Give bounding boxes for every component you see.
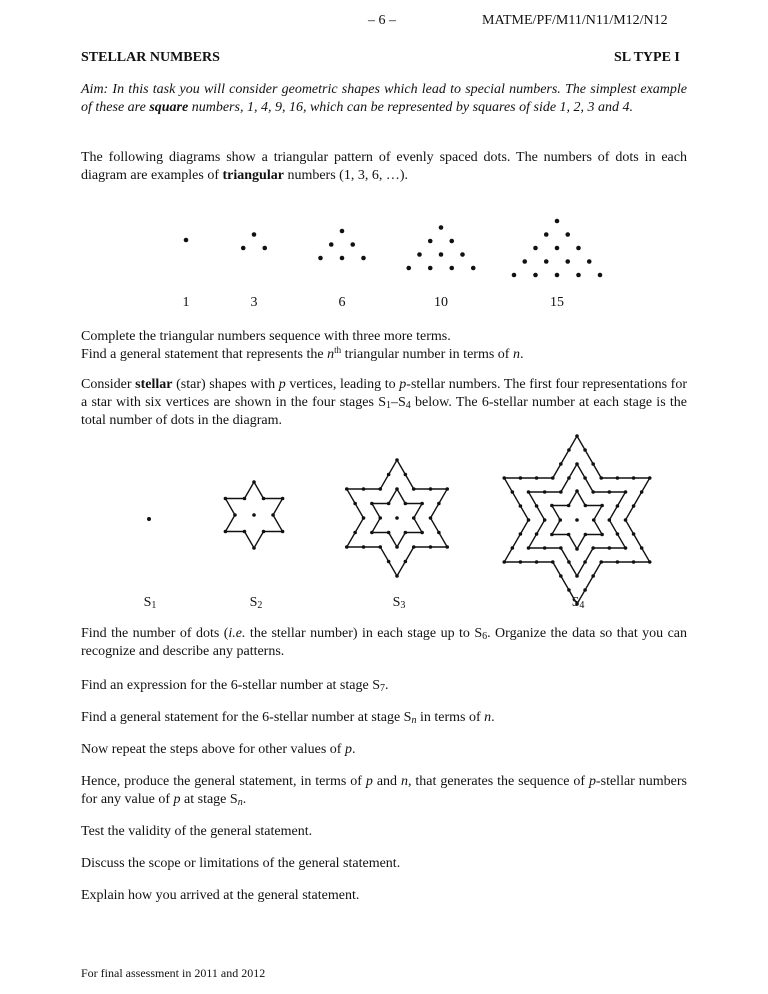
triangle-dot (350, 242, 355, 247)
triangle-dot (544, 232, 549, 237)
star-dot (362, 516, 366, 520)
star-dot (404, 531, 408, 535)
star-dot (362, 545, 366, 549)
star-dot (551, 476, 555, 480)
star-dot (404, 473, 408, 477)
star-dot (559, 574, 563, 578)
star-dot (599, 560, 603, 564)
star-dot (420, 531, 424, 535)
triangle-dot (340, 256, 345, 261)
star-dot (592, 518, 596, 522)
star-dot (395, 458, 399, 462)
star-dot (527, 546, 531, 550)
star-dot (445, 545, 449, 549)
star-dot (567, 504, 571, 508)
triangle-dot (241, 246, 246, 251)
triangle-dot (428, 239, 433, 244)
triangle-dot (428, 266, 433, 271)
star-dot (519, 532, 523, 536)
star-dot (575, 489, 579, 493)
star-dot (550, 504, 554, 508)
star-dot (616, 560, 620, 564)
triangle-dot (555, 273, 560, 278)
star-dot (353, 531, 357, 535)
aim-paragraph: Aim: In this task you will consider geometric shapes which lead to special numbers. The simplest example of these are square numbers, 1, 4, 9, 16, which can be represented by squares of side 1, 2, 3 and 4. (81, 82, 687, 115)
star-dot (543, 546, 547, 550)
star-dot (262, 497, 266, 501)
star-dot (281, 530, 285, 534)
triangle-dot (449, 239, 454, 244)
star-dot (550, 533, 554, 537)
star-dot (567, 476, 571, 480)
triangle-dot (449, 266, 454, 271)
star-dot (624, 546, 628, 550)
star-dot (519, 560, 523, 564)
task-explain: Explain how you arrived at the general statement. (81, 888, 360, 903)
star-dot (567, 533, 571, 537)
star-dot (387, 473, 391, 477)
star-dot (271, 513, 275, 517)
triangle-dot (522, 259, 527, 264)
star-dot (429, 516, 433, 520)
star-dot (527, 490, 531, 494)
task-general-6-stellar: Find a general statement for the 6-stellar number at stage $S_n$ in terms of n. (81, 710, 495, 726)
triangle-dot (460, 252, 465, 257)
star-dot (535, 532, 539, 536)
task-triangular: Complete the triangular numbers sequence with three more terms. Find a general statement that represents the $n^{th}$ triangular number in terms of n. (81, 329, 524, 362)
star-dot (535, 504, 539, 508)
star-dot (624, 518, 628, 522)
star-dot (583, 560, 587, 564)
triangle-dot (184, 238, 189, 243)
triangle-dot (576, 246, 581, 251)
star-dot (567, 560, 571, 564)
stage-label: $S_4$ (571, 595, 585, 611)
star-dot (583, 588, 587, 592)
star-dot (600, 533, 604, 537)
star-dot (559, 462, 563, 466)
star-dot (243, 497, 247, 501)
triangle-dot (598, 273, 603, 278)
star-dot (252, 513, 256, 517)
star-dot (252, 480, 256, 484)
triangle-label: 1 (182, 295, 190, 310)
star-dot (353, 502, 357, 506)
triangle-dot (555, 246, 560, 251)
star-dot (591, 546, 595, 550)
star-dot (429, 545, 433, 549)
stage-label: $S_1$ (143, 595, 157, 611)
star-dot (599, 476, 603, 480)
triangle-dot (252, 232, 257, 237)
star-dot (387, 502, 391, 506)
triangle-dot (318, 256, 323, 261)
star-dot (262, 530, 266, 534)
triangle-dot (576, 273, 581, 278)
star-dot (608, 518, 612, 522)
triangle-dot (329, 242, 334, 247)
star-dot (147, 517, 151, 521)
star-dot (519, 476, 523, 480)
triangle-dot (439, 225, 444, 230)
triangle-dot (406, 266, 411, 271)
star-dot (632, 504, 636, 508)
star-dot (233, 513, 237, 517)
star-dot (395, 516, 399, 520)
star-dot (624, 490, 628, 494)
star-dot (575, 462, 579, 466)
star-dot (640, 490, 644, 494)
triangle-dot (587, 259, 592, 264)
star-dot (535, 476, 539, 480)
star-dot (370, 531, 374, 535)
task-general-statement: Hence, produce the general statement, in terms of p and n, that generates the sequence of p-stellar numbers for any value of p at stage $S_n$. (81, 774, 687, 808)
star-dot (387, 531, 391, 535)
star-dot (511, 490, 515, 494)
star-dot (591, 462, 595, 466)
star-dot (502, 476, 506, 480)
paper-type: SL TYPE I (614, 50, 680, 65)
star-dot (551, 560, 555, 564)
star-dot (378, 487, 382, 491)
star-dot (616, 532, 620, 536)
star-dot (608, 490, 612, 494)
star-dot (404, 560, 408, 564)
star-dot (437, 531, 441, 535)
document-code: MATME/PF/M11/N11/M12/N12 (482, 13, 668, 28)
star-dot (575, 518, 579, 522)
star-dot (567, 588, 571, 592)
star-dot (445, 487, 449, 491)
intro-paragraph: The following diagrams show a triangular pattern of evenly spaced dots. The numbers of dots in each diagram are examples of triangular numbers (1, 3, 6, …). (81, 150, 687, 183)
star-dot (412, 487, 416, 491)
triangle-dot (361, 256, 366, 261)
star-dot (252, 546, 256, 550)
star-dot (519, 504, 523, 508)
star-dot (584, 533, 588, 537)
triangle-dot (417, 252, 422, 257)
star-dot (224, 530, 228, 534)
star-dot (575, 547, 579, 551)
triangle-label: 10 (434, 295, 448, 310)
star-dot (543, 518, 547, 522)
triangle-dot (471, 266, 476, 271)
star-dot (527, 518, 531, 522)
star-dot (632, 532, 636, 536)
star-dot (511, 546, 515, 550)
task-validity: Test the validity of the general statement. (81, 824, 313, 839)
star-dot (608, 546, 612, 550)
triangle-dot (533, 246, 538, 251)
stage-label: $S_2$ (249, 595, 263, 611)
triangle-dot (439, 252, 444, 257)
star-dot (543, 490, 547, 494)
star-dot (429, 487, 433, 491)
star-dot (437, 502, 441, 506)
star-dot (395, 574, 399, 578)
triangle-dot (555, 219, 560, 224)
star-dot (370, 502, 374, 506)
triangle-dot (565, 259, 570, 264)
star-dot (559, 490, 563, 494)
stellar-intro-paragraph: Consider stellar (star) shapes with p vertices, leading to p-stellar numbers. The first four representations for a star with six vertices are shown in the four stages $S_1-S_4$ below. The 6-stellar number at each stage is the total number of dots in the diagram. (81, 377, 687, 428)
star-dot (243, 530, 247, 534)
section-title: STELLAR NUMBERS (81, 50, 220, 65)
star-dot (412, 545, 416, 549)
star-dot (632, 476, 636, 480)
triangle-dot (512, 273, 517, 278)
star-dot (387, 560, 391, 564)
star-dot (404, 502, 408, 506)
triangle-label: 6 (338, 295, 346, 310)
star-dot (583, 448, 587, 452)
star-dot (378, 516, 382, 520)
triangle-label: 15 (550, 295, 564, 310)
star-dot (378, 545, 382, 549)
star-dot (584, 504, 588, 508)
star-dot (591, 574, 595, 578)
star-dot (583, 476, 587, 480)
star-diagrams (147, 434, 652, 606)
star-dot (616, 476, 620, 480)
task-other-p: Now repeat the steps above for other values of p. (81, 742, 356, 757)
triangle-dot (533, 273, 538, 278)
star-dot (575, 434, 579, 438)
triangle-dot (340, 229, 345, 234)
task-stellar-data: Find the number of dots (i.e. the stellar number) in each stage up to $S_6$. Organize the data so that you can recognize and describe any patterns. (81, 626, 688, 659)
star-dot (591, 490, 595, 494)
star-dot (345, 545, 349, 549)
star-dot (345, 487, 349, 491)
star-dot (648, 560, 652, 564)
star-dot (535, 560, 539, 564)
star-dot (632, 560, 636, 564)
star-dot (281, 497, 285, 501)
triangle-label: 3 (250, 295, 258, 310)
star-dot (420, 502, 424, 506)
star-dot (648, 476, 652, 480)
star-dot (412, 516, 416, 520)
star-dot (567, 448, 571, 452)
task-stage-7: Find an expression for the 6-stellar number at stage $S_7$. (81, 678, 389, 694)
star-dot (640, 546, 644, 550)
star-dot (224, 497, 228, 501)
star-dot (559, 546, 563, 550)
star-dot (600, 504, 604, 508)
task-scope: Discuss the scope or limitations of the general statement. (81, 856, 401, 871)
page-number: – 6 – (368, 13, 396, 28)
footer-note: For final assessment in 2011 and 2012 (81, 966, 266, 980)
triangle-dot (262, 246, 267, 251)
star-dot (395, 545, 399, 549)
star-dot (502, 560, 506, 564)
triangle-dot (565, 232, 570, 237)
star-dot (395, 487, 399, 491)
star-dot (575, 574, 579, 578)
star-dot (558, 518, 562, 522)
star-dot (616, 504, 620, 508)
stage-label: $S_3$ (392, 595, 406, 611)
triangle-diagrams (184, 219, 603, 278)
triangle-dot (544, 259, 549, 264)
star-dot (362, 487, 366, 491)
